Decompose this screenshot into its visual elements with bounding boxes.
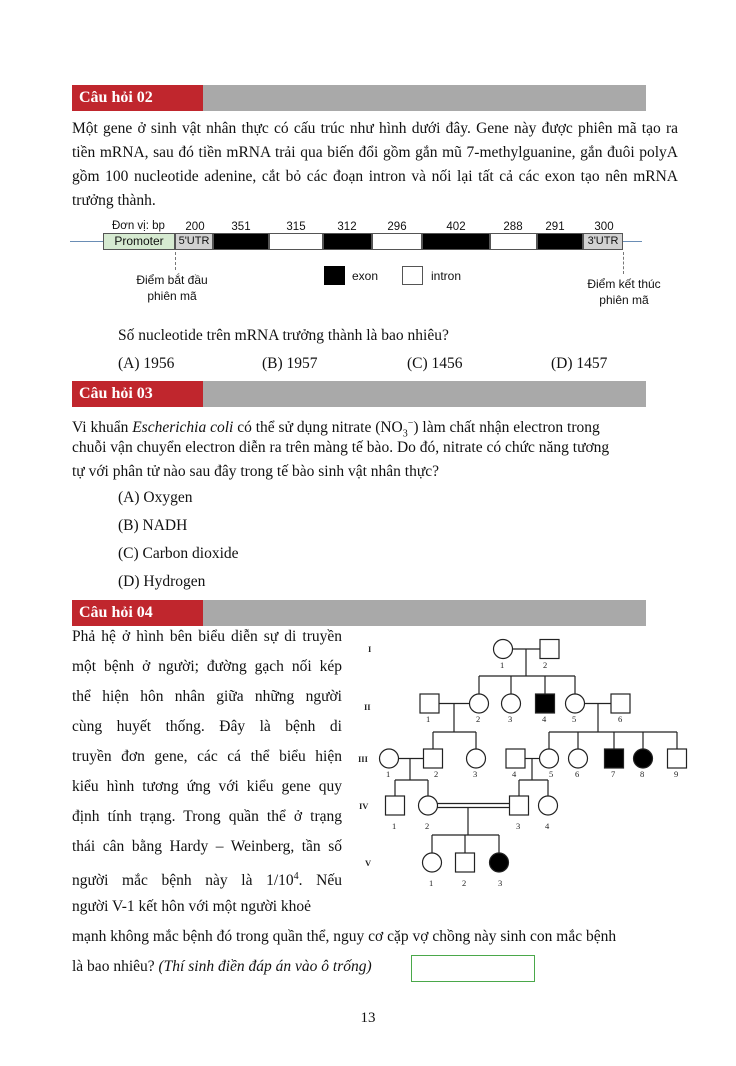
question-04-line: người V-1 kết hôn với một người khoẻ: [72, 898, 312, 915]
individual-number: 2: [425, 821, 430, 831]
individual-number: 4: [512, 769, 517, 779]
individual-number: 3: [516, 821, 521, 831]
question-02-prompt: Số nucleotide trên mRNA trưởng thành là bao nhiêu?: [118, 327, 449, 344]
individual-number: 3: [508, 714, 513, 724]
question-04-tag: Câu hỏi 04: [72, 600, 203, 626]
individual-number: 4: [545, 821, 550, 831]
question-03-tag: Câu hỏi 03: [72, 381, 203, 407]
individual-number: 4: [542, 714, 547, 724]
length-label: 288: [503, 221, 523, 233]
start-label-line-2: phiên mã: [147, 289, 197, 303]
pedigree-male-III-9: [668, 749, 687, 768]
page-number: 13: [360, 1010, 376, 1026]
pedigree-female-II-2: [470, 694, 489, 713]
individual-number: 2: [476, 714, 481, 724]
individual-number: 9: [674, 769, 679, 779]
option-d[interactable]: (D) 1457: [551, 355, 608, 372]
question-04-line-full: mạnh không mắc bệnh đó trong quần thể, nguy cơ cặp vợ chồng này sinh con mắc bệnh: [72, 928, 617, 945]
pedigree-affected-male-III-7: [605, 749, 624, 768]
individual-number: 1: [500, 660, 505, 670]
option-b[interactable]: (B) NADH: [118, 517, 188, 534]
individual-number: 3: [498, 878, 503, 888]
individual-number: 7: [611, 769, 616, 779]
individual-number: 3: [473, 769, 478, 779]
text-span: có thể sử dụng nitrate (NO: [233, 419, 403, 437]
individual-number: 6: [618, 714, 623, 724]
end-label-line-2: phiên mã: [599, 293, 649, 307]
question-04-line: cùng huyết thống. Đây là bệnh di: [72, 718, 342, 735]
start-label-line-1: Điểm bắt đầu: [136, 273, 208, 287]
individual-number: 5: [572, 714, 577, 724]
end-label-line-1: Điểm kết thúc: [587, 277, 661, 291]
length-label: 312: [337, 221, 357, 233]
utr5-box: 5'UTR: [175, 233, 213, 250]
pedigree-male-III-2: [424, 749, 443, 768]
question-02-text: Một gene ở sinh vật nhân thực có cấu trúc như hình dưới đây. Gene này được phiên mã tạo ra tiền mRNA, sau đó tiền mRNA trải qua biến đổi gồm gắn mũ 7-methylguanine, gắn đuôi polyA gồm 100 nucleotide adenine, cắt bỏ các đoạn intron và nối lại tất cả các exon tạo nên mRNA trưởng thành.: [72, 120, 678, 209]
question-04-line: định tính trạng. Trong quần thể ở trạng: [72, 808, 342, 825]
pedigree-female-III-1: [380, 749, 399, 768]
option-a[interactable]: (A) 1956: [118, 355, 175, 372]
individual-number: 1: [392, 821, 397, 831]
question-03-line-3: tự với phân tử nào sau đây trong tế bào sinh vật nhân thực?: [72, 463, 439, 480]
pedigree-affected-female-III-8: [634, 749, 653, 768]
text-span: Vi khuẩn: [72, 419, 133, 437]
pedigree-male-V-2: [456, 853, 475, 872]
intron-legend-label: intron: [431, 269, 462, 283]
gen-label-I: I: [368, 644, 372, 654]
gen-label-II: II: [364, 702, 371, 712]
individual-number: 2: [462, 878, 467, 888]
superscript: −: [407, 418, 414, 429]
length-label: 296: [387, 221, 407, 233]
subscript: 3: [402, 428, 408, 440]
pedigree-female-IV-4: [539, 796, 558, 815]
question-02-tag: Câu hỏi 02: [72, 85, 203, 111]
length-label: 351: [231, 221, 251, 233]
pedigree-female-II-5: [566, 694, 585, 713]
option-d[interactable]: (D) Hydrogen: [118, 573, 206, 590]
text-span: người mắc bệnh này là 1/10: [72, 872, 294, 890]
pedigree-female-III-5: [540, 749, 559, 768]
pedigree-male-I-2: [540, 640, 559, 659]
length-label: 315: [286, 221, 306, 233]
gen-label-IV: IV: [359, 801, 369, 811]
question-04-line: truyền đơn gene, các cá thể biểu hiện: [72, 748, 342, 765]
pedigree-affected-female-V-3: [490, 853, 509, 872]
species-name: Escherichia coli: [132, 419, 234, 437]
utr3-box: 3'UTR: [583, 233, 623, 250]
superscript: 4: [293, 871, 299, 882]
option-a[interactable]: (A) Oxygen: [118, 489, 193, 506]
individual-number: 1: [386, 769, 391, 779]
promoter-box: Promoter: [103, 233, 175, 250]
individual-number: 2: [434, 769, 439, 779]
pedigree-female-III-3: [467, 749, 486, 768]
question-04-line: thể hiện hôn nhân giữa những người: [72, 688, 342, 705]
pedigree-male-IV-1: [386, 796, 405, 815]
individual-number: 2: [543, 660, 548, 670]
gen-label-III: III: [358, 754, 368, 764]
pedigree-male-IV-3: [510, 796, 529, 815]
pedigree-female-I-1: [494, 640, 513, 659]
option-c[interactable]: (C) 1456: [407, 355, 463, 372]
length-label: 200: [185, 221, 205, 233]
pedigree-female-V-1: [423, 853, 442, 872]
individual-number: 1: [429, 878, 434, 888]
unit-label: Đơn vị: bp: [112, 220, 165, 232]
question-04-line: một bệnh ở người; đường gạch nối kép: [72, 658, 342, 675]
pedigree-female-III-6: [569, 749, 588, 768]
text-span: là bao nhiêu?: [72, 958, 159, 975]
pedigree-affected-male-II-4: [536, 694, 555, 713]
gen-label-V: V: [365, 858, 372, 868]
individual-number: 8: [640, 769, 645, 779]
instruction-italic: (Thí sinh điền đáp án vào ô trống): [158, 958, 372, 975]
length-label: 291: [545, 221, 565, 233]
individual-number: 5: [549, 769, 554, 779]
pedigree-male-II-1: [420, 694, 439, 713]
option-c[interactable]: (C) Carbon dioxide: [118, 545, 239, 562]
pedigree-female-IV-2: [419, 796, 438, 815]
pedigree-female-II-3: [502, 694, 521, 713]
question-03-line-2: chuỗi vận chuyển electron diễn ra trên màng tế bào. Do đó, nitrate có chức năng tương: [72, 439, 610, 456]
individual-number: 6: [575, 769, 580, 779]
question-04-line: kiểu hình tương ứng với kiểu gene quy: [72, 778, 342, 795]
question-04-line: Phả hệ ở hình bên biểu diễn sự di truyền: [72, 628, 342, 645]
length-label: 300: [594, 221, 614, 233]
option-b[interactable]: (B) 1957: [262, 355, 318, 372]
text-span: . Nếu: [298, 872, 342, 890]
individual-number: 1: [426, 714, 431, 724]
pedigree-male-III-4: [506, 749, 525, 768]
text-span: ) làm chất nhận electron trong: [413, 419, 600, 437]
pedigree-male-II-6: [611, 694, 630, 713]
length-label: 402: [446, 221, 466, 233]
exon-legend-label: exon: [352, 269, 379, 283]
question-04-line: thái cân bằng Hardy – Weinberg, tần số: [72, 838, 342, 855]
